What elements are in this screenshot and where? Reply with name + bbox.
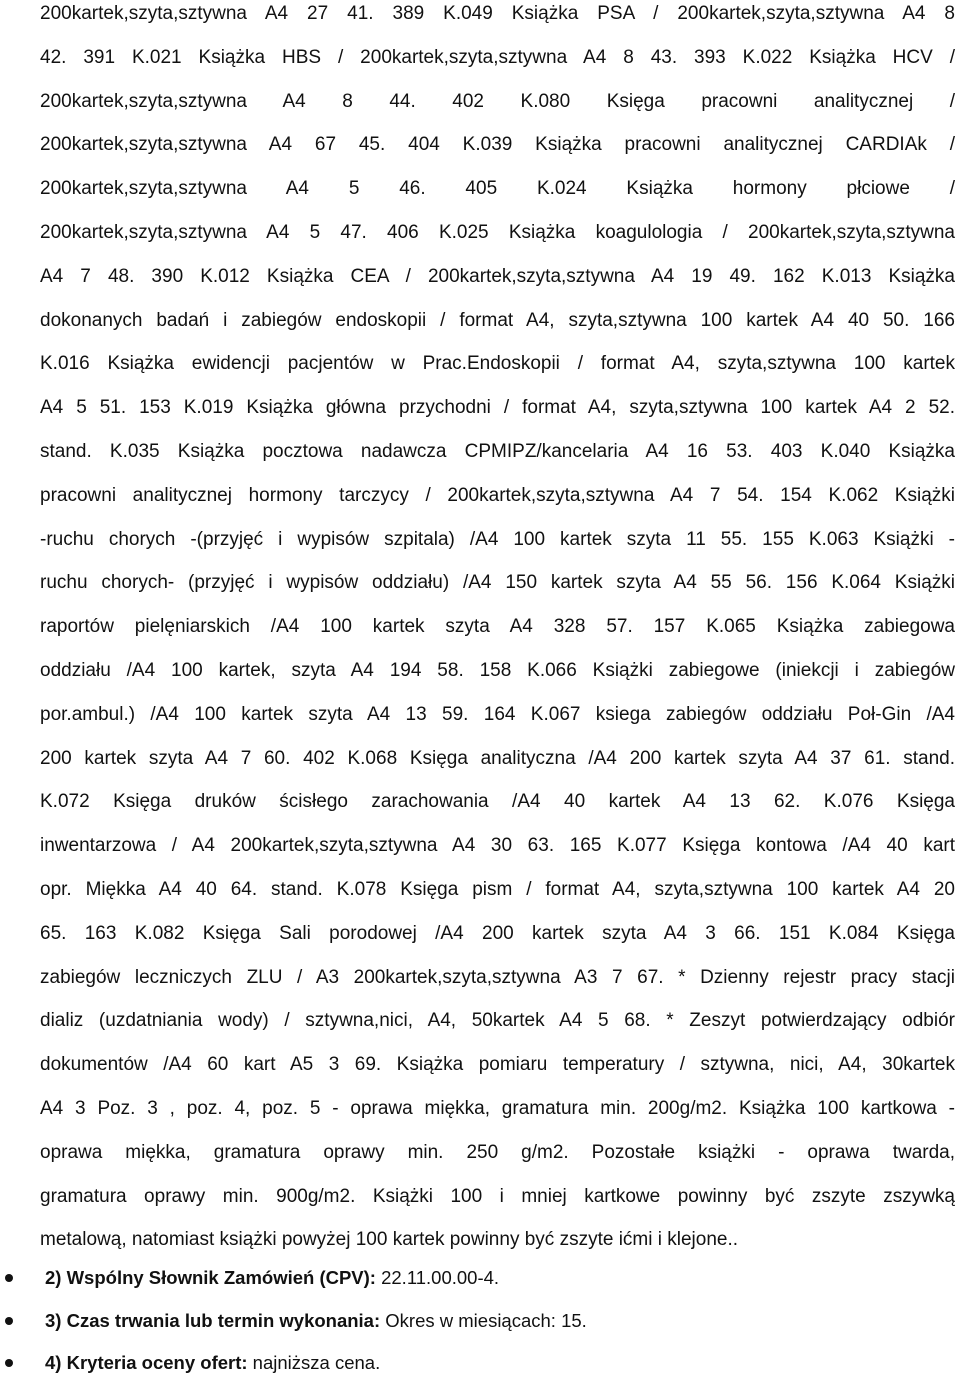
text-line: 200kartek,szyta,sztywna A4 5 47. 406 K.025 Książka koagulologia / 200kartek,szyta,sztywna bbox=[40, 222, 955, 243]
text-line: ruchu chorych- (przyjęć i wypisów oddziału) /A4 150 kartek szyta A4 55 56. 156 K.064 Książki bbox=[40, 572, 955, 594]
text-line: 42. 391 K.021 Książka HBS / 200kartek,szyta,sztywna A4 8 43. 393 K.022 Książka HCV / bbox=[40, 46, 955, 68]
text-line: stand. K.035 Książka pocztowa nadawcza CPMIPZ/kancelaria A4 16 53. 403 K.040 Książka bbox=[40, 441, 955, 462]
text-line: metalową, natomiast książki powyżej 100 kartek powinny być zszyte ićmi i klejone.. bbox=[40, 1229, 739, 1251]
text-line: A4 7 48. 390 K.012 Książka CEA / 200kartek,szyta,sztywna A4 19 49. 162 K.013 Książka bbox=[40, 265, 955, 287]
text-line: dializ (uzdatniania wody) / sztywna,nici, A4, 50kartek A4 5 68. * Zeszyt potwierdzający odbiór bbox=[40, 1010, 955, 1032]
text-line: 200kartek,szyta,sztywna A4 27 41. 389 K.049 Książka PSA / 200kartek,szyta,sztywna A4 8 bbox=[40, 3, 955, 24]
text-line: K.072 Księga druków ścisłego zarachowania /A4 40 kartek A4 13 62. K.076 Księga bbox=[40, 791, 955, 813]
text-line: 200kartek,szyta,sztywna A4 8 44. 402 K.080 Księga pracowni analitycznej / bbox=[40, 90, 955, 112]
bullet-text bbox=[45, 1266, 499, 1290]
bullet-value: najniższa cena. bbox=[247, 1352, 381, 1373]
bullet-label: 3) Czas trwania lub termin wykonania: bbox=[45, 1309, 381, 1331]
bullet-dot-icon bbox=[5, 1317, 13, 1325]
bullet-label: 2) Wspólny Słownik Zamówień (CPV): bbox=[45, 1267, 376, 1288]
text-line: por.ambul.) /A4 100 kartek szyta A4 13 59. 164 K.067 ksiega zabiegów oddziału Poł-Gin /A4 bbox=[40, 703, 955, 725]
text-line: 200kartek,szyta,sztywna A4 5 46. 405 K.024 Książka hormony płciowe / bbox=[40, 178, 955, 200]
text-line: gramatura oprawy min. 900g/m2. Książki 100 i mniej kartkowe powinny być zszyte zszywką bbox=[40, 1185, 955, 1207]
bullet-text bbox=[45, 1351, 380, 1375]
text-line: 65. 163 K.082 Księga Sali porodowej /A4 200 kartek szyta A4 3 66. 151 K.084 Księga bbox=[40, 922, 955, 944]
text-line: 200 kartek szyta A4 7 60. 402 K.068 Księga analityczna /A4 200 kartek szyta A4 37 61. stand. bbox=[40, 747, 955, 769]
bullet-value: Okres w miesiącach: 15. bbox=[380, 1309, 587, 1331]
text-line: pracowni analitycznej hormony tarczycy / 200kartek,szyta,sztywna A4 7 54. 154 K.062 Książki bbox=[40, 484, 955, 506]
text-line: dokonanych badań i zabiegów endoskopii / format A4, szyta,sztywna 100 kartek A4 40 50. 166 bbox=[40, 309, 955, 331]
bullet-dot-icon bbox=[5, 1274, 13, 1282]
text-line: inwentarzowa / A4 200kartek,szyta,sztywna A4 30 63. 165 K.077 Księga kontowa /A4 40 kart bbox=[40, 835, 955, 857]
text-line: A4 5 51. 153 K.019 Książka główna przychodni / format A4, szyta,sztywna 100 kartek A4 2 52. bbox=[40, 397, 955, 419]
bullet-item bbox=[0, 1266, 960, 1290]
text-line: 200kartek,szyta,sztywna A4 67 45. 404 K.039 Książka pracowni analitycznej CARDIAk / bbox=[40, 134, 955, 156]
text-line: raportów pielęniarskich /A4 100 kartek szyta A4 328 57. 157 K.065 Książka zabiegowa bbox=[40, 616, 955, 638]
bullet-value: 22.11.00.00-4. bbox=[375, 1267, 500, 1288]
text-line: zabiegów leczniczych ZLU / A3 200kartek,szyta,sztywna A3 7 67. * Dzienny rejestr pracy stacji bbox=[40, 966, 955, 988]
bullet-item bbox=[0, 1309, 960, 1333]
bullet-item bbox=[0, 1351, 960, 1375]
text-line: -ruchu chorych -(przyjęć i wypisów szpitala) /A4 100 kartek szyta 11 55. 155 K.063 Książki - bbox=[40, 528, 955, 550]
text-line: A4 3 Poz. 3 , poz. 4, poz. 5 - oprawa miękka, gramatura min. 200g/m2. Książka 100 kartkowa - bbox=[40, 1098, 955, 1119]
text-line: opr. Miękka A4 40 64. stand. K.078 Księga pism / format A4, szyta,sztywna 100 kartek A4 20 bbox=[40, 879, 955, 900]
bullet-label: 4) Kryteria oceny ofert: bbox=[45, 1352, 248, 1373]
bullet-text bbox=[45, 1309, 587, 1333]
text-line: oddziału /A4 100 kartek, szyta A4 194 58. 158 K.066 Książki zabiegowe (iniekcji i zabiegów bbox=[40, 660, 955, 681]
text-line: oprawa miękka, gramatura oprawy min. 250 g/m2. Pozostałe książki - oprawa twarda, bbox=[40, 1141, 955, 1163]
text-line: K.016 Książka ewidencji pacjentów w Prac.Endoskopii / format A4, szyta,sztywna 100 kartek bbox=[40, 353, 955, 375]
text-line: dokumentów /A4 60 kart A5 3 69. Książka pomiaru temperatury / sztywna, nici, A4, 30kartek bbox=[40, 1054, 955, 1076]
bullet-dot-icon bbox=[5, 1359, 13, 1367]
